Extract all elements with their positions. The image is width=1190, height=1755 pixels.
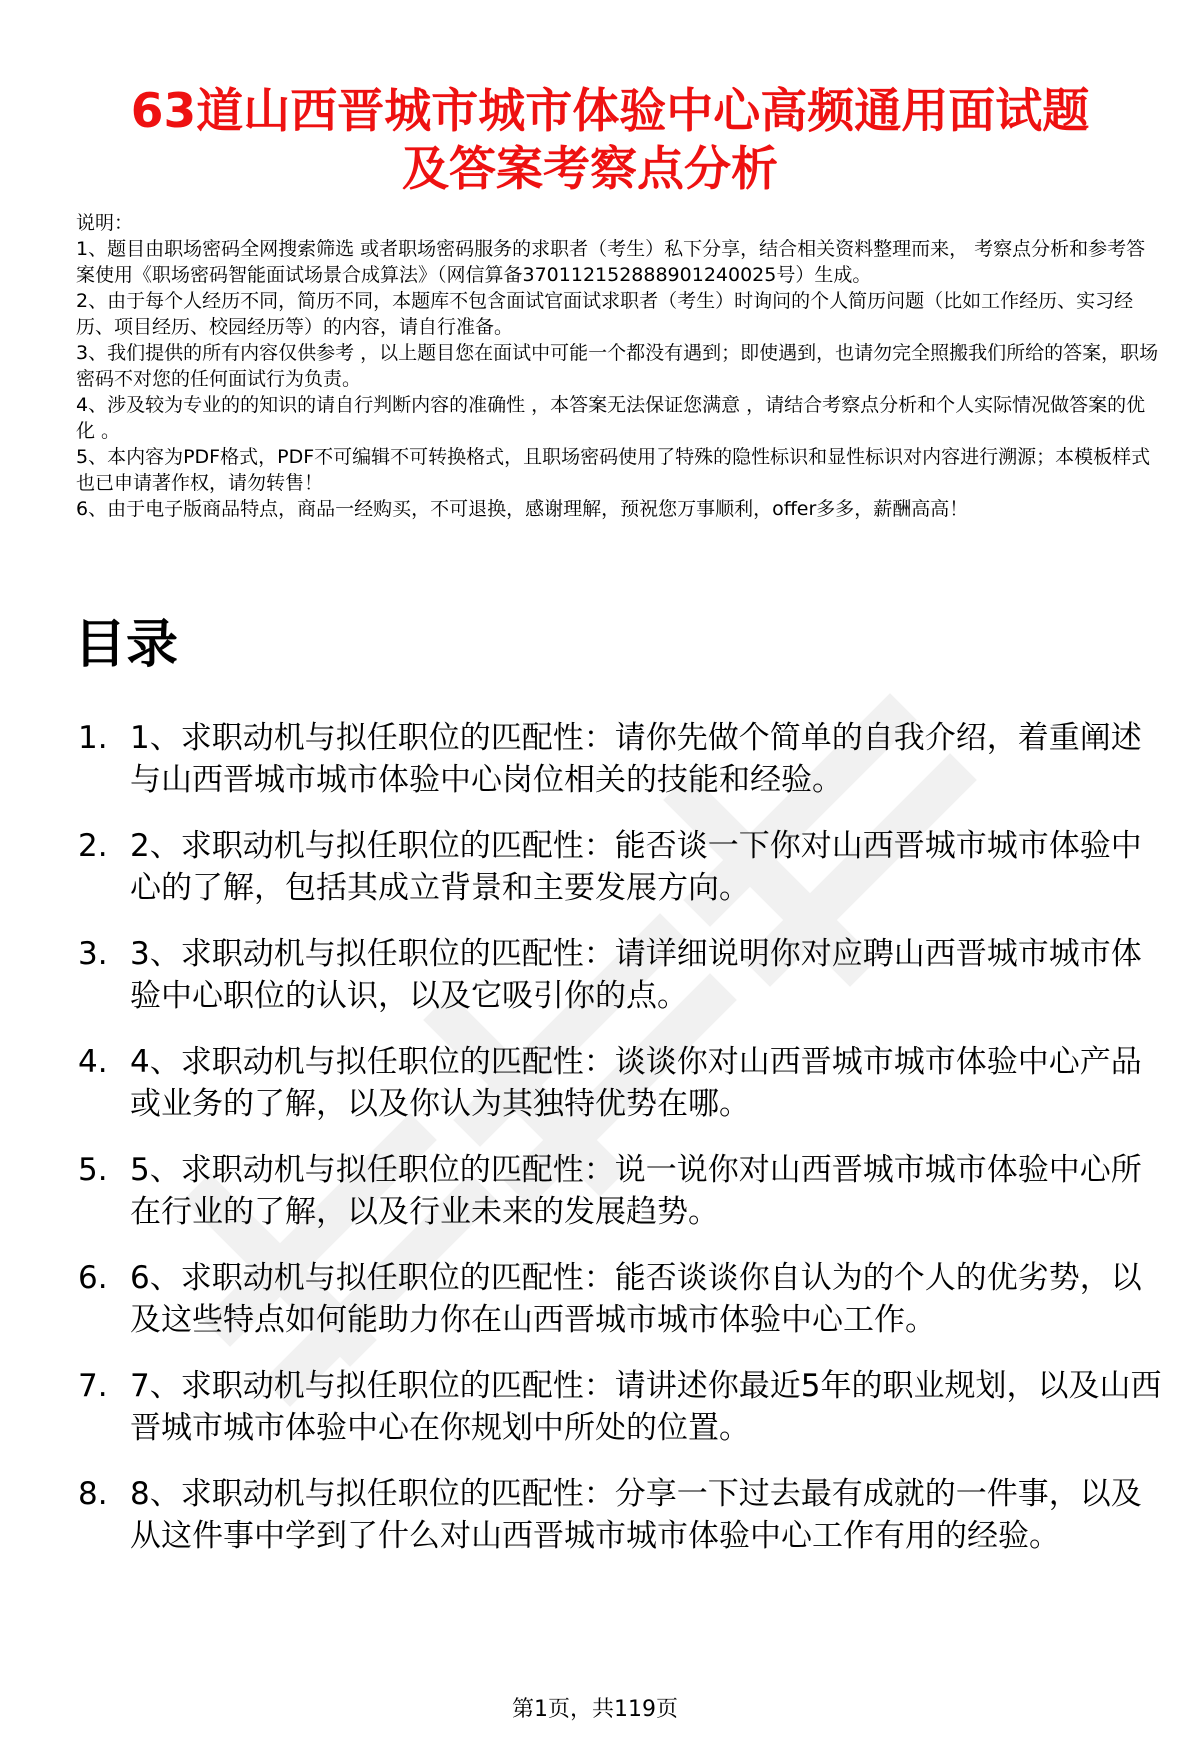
notes-heading: 说明：	[76, 212, 134, 234]
toc-item-number: 8.	[78, 1476, 108, 1512]
toc-item-number: 1.	[78, 720, 108, 756]
toc-item[interactable]	[78, 933, 1168, 1017]
toc-list	[78, 717, 1168, 1581]
document-title	[60, 83, 1160, 199]
note-item: 2、由于每个人经历不同，简历不同，本题库不包含面试官面试求职者（考生）时询问的个人简历问题（比如工作经历、实习经历、项目经历、校园经历等）的内容，请自行准备。	[76, 290, 1134, 338]
page-footer	[0, 1695, 1190, 1725]
toc-item-text[interactable]: 4、求职动机与拟任职位的匹配性：谈谈你对山西晋城市城市体验中心产品或业务的了解，以及你认为其独特优势在哪。	[130, 1044, 1142, 1122]
toc-item-number: 2.	[78, 828, 108, 864]
toc-item[interactable]	[78, 1149, 1168, 1233]
toc-item[interactable]	[78, 1365, 1168, 1449]
page-number-label: 第1页，共119页	[512, 1697, 678, 1722]
note-item: 4、涉及较为专业的的知识的请自行判断内容的准确性 ，本答案无法保证您满意 ，请结合考察点分析和个人实际情况做答案的优化 。	[76, 394, 1146, 442]
note-item: 3、我们提供的所有内容仅供参考 ，以上题目您在面试中可能一个都没有遇到；即使遇到，也请勿完全照搬我们所给的答案，职场密码不对您的任何面试行为负责。	[76, 342, 1159, 390]
toc-item-number: 7.	[78, 1368, 108, 1404]
note-item: 1、题目由职场密码全网搜索筛选 或者职场密码服务的求职者（考生）私下分享，结合相关资料整理而来， 考察点分析和参考答案使用《职场密码智能面试场景合成算法》（网信算备370112152888901240025号）生成。	[76, 238, 1146, 286]
toc-item-text[interactable]: 6、求职动机与拟任职位的匹配性：能否谈谈你自认为的个人的优劣势，以及这些特点如何能助力你在山西晋城市城市体验中心工作。	[130, 1260, 1142, 1338]
toc-item[interactable]	[78, 1041, 1168, 1125]
notes-section	[76, 210, 1161, 522]
toc-item-number: 4.	[78, 1044, 108, 1080]
toc-item[interactable]	[78, 825, 1168, 909]
toc-item-text[interactable]: 5、求职动机与拟任职位的匹配性：说一说你对山西晋城市城市体验中心所在行业的了解，以及行业未来的发展趋势。	[130, 1152, 1142, 1230]
document-title-line-2: 及答案考察点分析	[402, 142, 778, 198]
toc-item[interactable]	[78, 1473, 1168, 1557]
toc-item[interactable]	[78, 717, 1168, 801]
toc-item-text[interactable]: 2、求职动机与拟任职位的匹配性：能否谈一下你对山西晋城市城市体验中心的了解，包括其成立背景和主要发展方向。	[130, 828, 1142, 906]
toc-item-text[interactable]: 3、求职动机与拟任职位的匹配性：请详细说明你对应聘山西晋城市城市体验中心职位的认识，以及它吸引你的点。	[130, 936, 1142, 1014]
note-item: 5、本内容为PDF格式，PDF不可编辑不可转换格式，且职场密码使用了特殊的隐性标识和显性标识对内容进行溯源；本模板样式也已申请著作权，请勿转售！	[76, 446, 1151, 494]
toc-item-number: 5.	[78, 1152, 108, 1188]
toc-heading: 目录	[74, 615, 179, 675]
toc-item-number: 6.	[78, 1260, 108, 1296]
note-item: 6、由于电子版商品特点，商品一经购买，不可退换，感谢理解，预祝您万事顺利，offer多多，薪酬高高！	[76, 498, 969, 520]
toc-item[interactable]	[78, 1257, 1168, 1341]
toc-item-number: 3.	[78, 936, 108, 972]
document-title-line-1: 63道山西晋城市城市体验中心高频通用面试题	[130, 84, 1090, 140]
toc-item-text[interactable]: 8、求职动机与拟任职位的匹配性：分享一下过去最有成就的一件事，以及从这件事中学到了什么对山西晋城市城市体验中心工作有用的经验。	[130, 1476, 1142, 1554]
toc-item-text[interactable]: 7、求职动机与拟任职位的匹配性：请讲述你最近5年的职业规划，以及山西晋城市城市体验中心在你规划中所处的位置。	[130, 1368, 1162, 1446]
toc-item-text[interactable]: 1、求职动机与拟任职位的匹配性：请你先做个简单的自我介绍，着重阐述与山西晋城市城市体验中心岗位相关的技能和经验。	[130, 720, 1142, 798]
